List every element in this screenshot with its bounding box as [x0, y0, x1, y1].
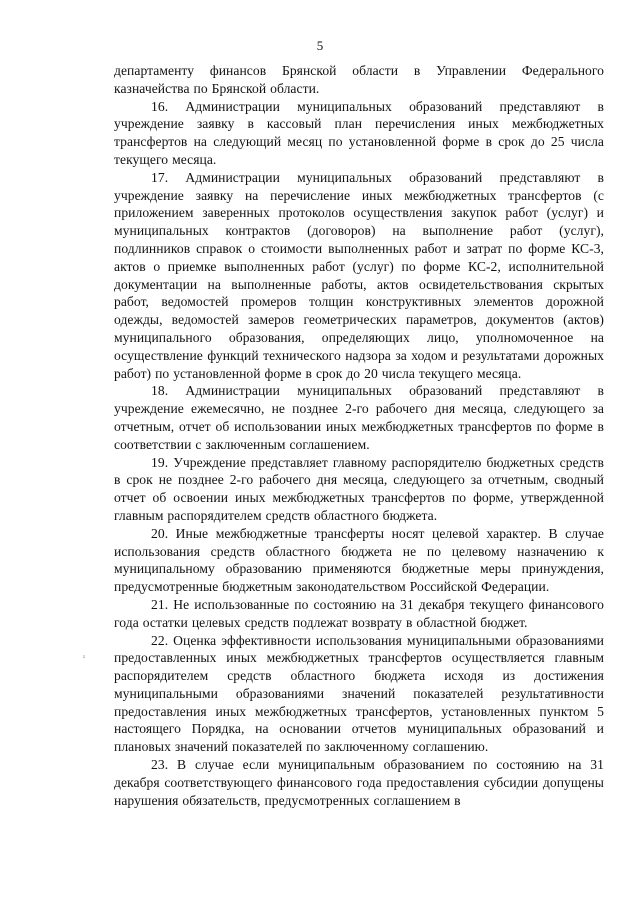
- paragraph-22: 22. Оценка эффективности использования муниципальными образованиями предоставленных иных межбюджетных трансфертов осуществляется главным распорядителем средств областного бюджета исходя из достижения муниципальными образованиями значений показателей результативности предоставления иных межбюджетных трансфертов, установленных пунктом 5 настоящего Порядка, на основании отчетов муниципальных образований и плановых значений показателей по заключенному соглашению.: [114, 632, 604, 755]
- page-number: 5: [316, 38, 324, 53]
- paragraph-23: 23. В случае если муниципальным образованием по состоянию на 31 декабря соответствующего финансового года предоставления субсидии допущены нарушения обязательств, предусмотренных соглашением в: [114, 757, 604, 808]
- paragraph-16: 16. Администрации муниципальных образований представляют в учреждение заявку в кассовый план перечисления иных межбюджетных трансфертов на следующий месяц по установленной форме в срок до 25 числа текущего месяца.: [114, 98, 604, 167]
- margin-mark: ᶻ: [83, 653, 86, 662]
- paragraph-20: 20. Иные межбюджетные трансферты носят целевой характер. В случае использования средств областного бюджета не по целевому назначению к муниципальному образованию применяются бюджетные меры принуждения, предусмотренные бюджетным законодательством Российской Федерации.: [114, 525, 604, 595]
- paragraph-21: 21. Не использованные по состоянию на 31 декабря текущего финансового года остатки целевых средств подлежат возврату в областной бюджет.: [114, 596, 604, 630]
- paragraph-continuation: департаменту финансов Брянской области в Управлении Федерального казначейства по Брянской области.: [114, 63, 604, 96]
- paragraph-17: 17. Администрации муниципальных образований представляют в учреждение заявку на перечисление иных межбюджетных трансфертов (с приложением заверенных протоколов осуществления закупок работ (услуг) и муниципальных контрактов (договоров) на выполнение работ (услуг), подлинников справок о стоимости выполненных работ и затрат по форме КС-3, актов о приемке выполненных работ (услуг) по форме КС-2, исполнительной документации на выполненные работы, актов освидетельствования скрытых работ, ведомостей промеров толщин конструктивных элементов дорожной одежды, ведомостей замеров геометрических параметров, документов (актов) муниципального образования, определяющих лицо, уполномоченное на осуществление функций технического надзора за ходом и результатами дорожных работ) по установленной форме в срок до 20 числа текущего месяца.: [114, 169, 604, 381]
- document-body: [114, 62, 604, 809]
- paragraph-18: 18. Администрации муниципальных образований представляют в учреждение ежемесячно, не позднее 2-го рабочего дня месяца, следующего за отчетным, отчет об использовании иных межбюджетных трансфертов по форме в соответствии с заключенным соглашением.: [114, 383, 604, 452]
- paragraph-19: 19. Учреждение представляет главному распорядителю бюджетных средств в срок не позднее 2-го рабочего дня месяца, следующего за отчетным, сводный отчет об освоении иных межбюджетных трансфертов по форме, утвержденной главным распорядителем средств областного бюджета.: [114, 454, 604, 523]
